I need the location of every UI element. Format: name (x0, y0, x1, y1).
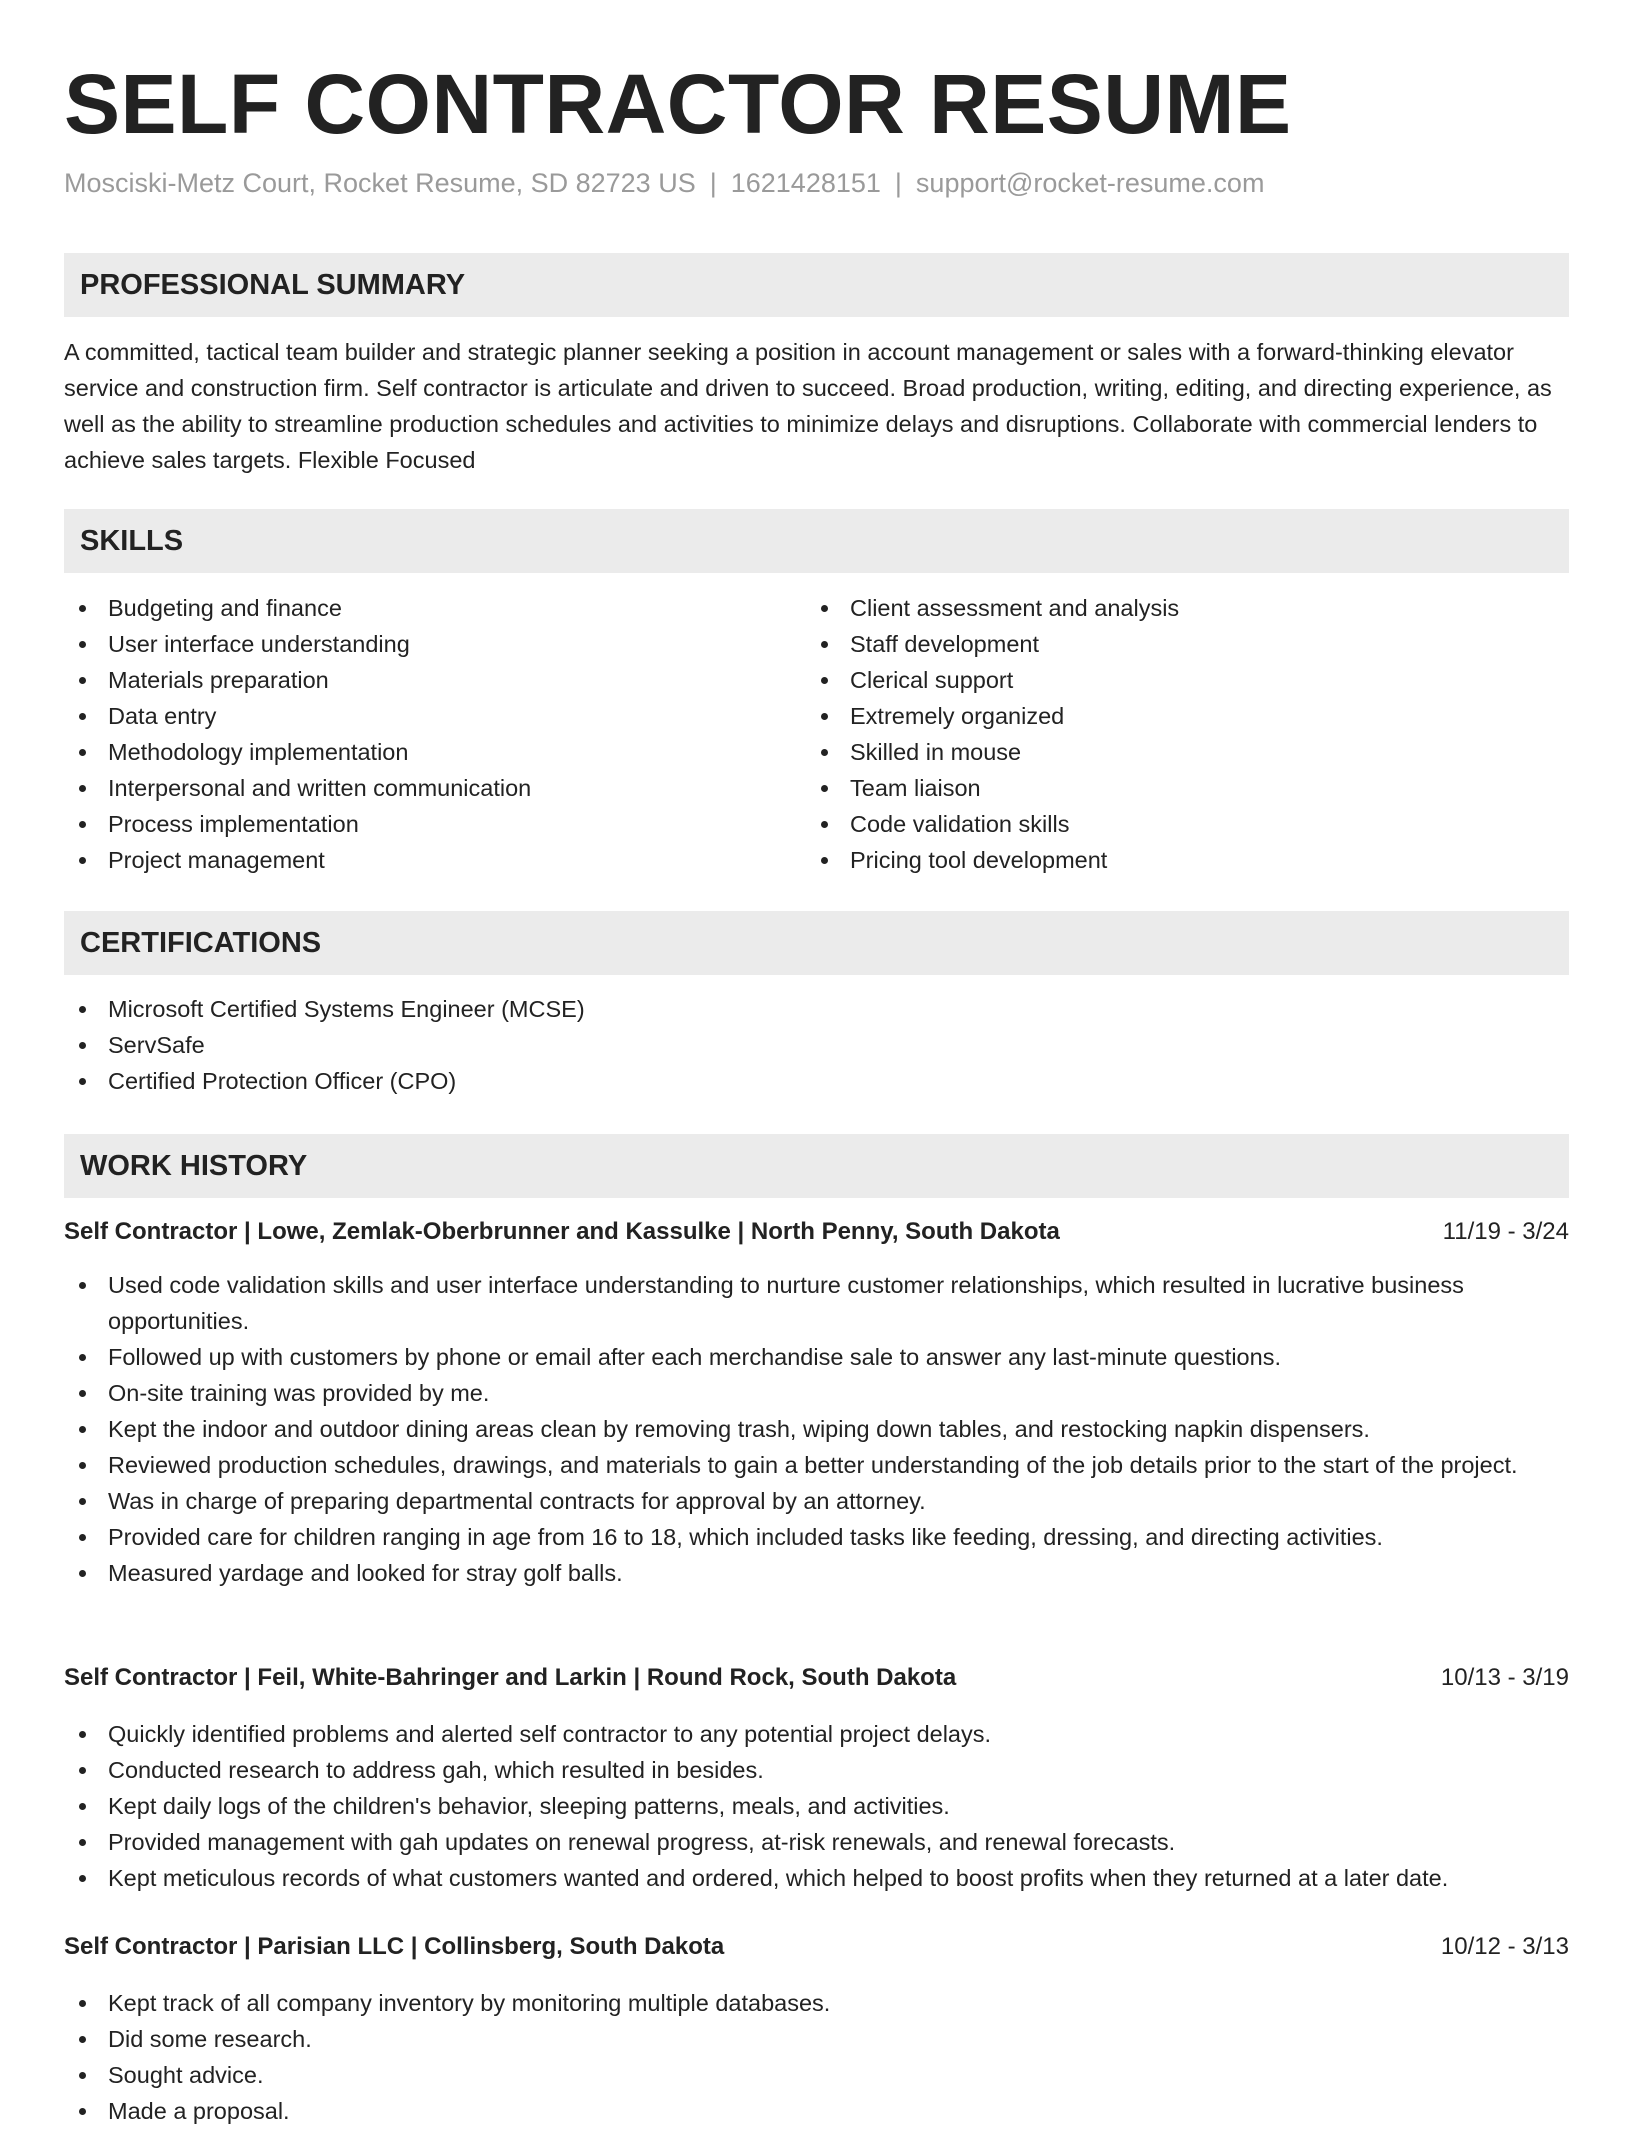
job-bullet: Measured yardage and looked for stray golf balls. (64, 1555, 1569, 1591)
skills-list-left (64, 590, 764, 878)
skill-item: Budgeting and finance (64, 590, 764, 626)
job-dates: 11/19 - 3/24 (1442, 1218, 1569, 1245)
skill-item: Data entry (64, 698, 764, 734)
job-bullet: Reviewed production schedules, drawings, and materials to gain a better understanding of the job details prior to the start of the project. (64, 1447, 1569, 1483)
job-bullets (64, 1267, 1569, 1591)
skill-item: Methodology implementation (64, 734, 764, 770)
job-bullet: Was in charge of preparing departmental contracts for approval by an attorney. (64, 1483, 1569, 1519)
certification-item: Microsoft Certified Systems Engineer (MCSE) (64, 991, 1569, 1027)
contact-separator: | (894, 168, 902, 198)
job-title: Self Contractor | Feil, White-Bahringer and Larkin | Round Rock, South Dakota (64, 1664, 957, 1691)
skill-item: Code validation skills (806, 806, 1506, 842)
section-heading-certifications: CERTIFICATIONS (64, 911, 1569, 975)
job-bullets (64, 1985, 1569, 2129)
skill-item: Materials preparation (64, 662, 764, 698)
skill-item: Skilled in mouse (806, 734, 1506, 770)
job-bullet: Did some research. (64, 2021, 1569, 2057)
job-bullet: Kept meticulous records of what customers wanted and ordered, which helped to boost profits when they returned at a later date. (64, 1860, 1569, 1896)
skill-item: Staff development (806, 626, 1506, 662)
job-bullet: Provided management with gah updates on renewal progress, at-risk renewals, and renewal forecasts. (64, 1824, 1569, 1860)
skill-item: Extremely organized (806, 698, 1506, 734)
skill-item: Project management (64, 842, 764, 878)
job-bullet: Sought advice. (64, 2057, 1569, 2093)
summary-text: A committed, tactical team builder and strategic planner seeking a position in account management or sales with a forward-thinking elevator service and construction firm. Self contractor is articulate and driven to succeed. Broad production, writing, editing, and directing experience, as well as the ability to streamline production schedules and activities to minimize delays and disruptions. Collaborate with commercial lenders to achieve sales targets. Flexible Focused (64, 339, 1552, 473)
certifications-list (64, 991, 1569, 1099)
job-title: Self Contractor | Parisian LLC | Collinsberg, South Dakota (64, 1933, 725, 1960)
job-dates: 10/13 - 3/19 (1440, 1664, 1569, 1691)
skill-item: User interface understanding (64, 626, 764, 662)
job-dates: 10/12 - 3/13 (1440, 1933, 1569, 1960)
job-bullet: Quickly identified problems and alerted self contractor to any potential project delays. (64, 1716, 1569, 1752)
skill-item: Pricing tool development (806, 842, 1506, 878)
certification-item: ServSafe (64, 1027, 1569, 1063)
skill-item: Interpersonal and written communication (64, 770, 764, 806)
contact-separator: | (709, 168, 717, 198)
job-bullet: Kept the indoor and outdoor dining areas clean by removing trash, wiping down tables, and restocking napkin dispensers. (64, 1411, 1569, 1447)
contact-address: Mosciski-Metz Court, Rocket Resume, SD 82723 US (64, 168, 696, 198)
job-bullet: Provided care for children ranging in age from 16 to 18, which included tasks like feeding, dressing, and directing activities. (64, 1519, 1569, 1555)
resume-title: SELF CONTRACTOR RESUME (64, 57, 1292, 151)
job-bullet: Followed up with customers by phone or email after each merchandise sale to answer any last-minute questions. (64, 1339, 1569, 1375)
job-title: Self Contractor | Lowe, Zemlak-Oberbrunner and Kassulke | North Penny, South Dakota (64, 1218, 1060, 1245)
skill-item: Team liaison (806, 770, 1506, 806)
job-bullet: Kept track of all company inventory by monitoring multiple databases. (64, 1985, 1569, 2021)
job-bullet: Kept daily logs of the children's behavior, sleeping patterns, meals, and activities. (64, 1788, 1569, 1824)
section-heading-skills: SKILLS (64, 509, 1569, 573)
job-bullet: Conducted research to address gah, which resulted in besides. (64, 1752, 1569, 1788)
job-bullet: On-site training was provided by me. (64, 1375, 1569, 1411)
job-bullet: Used code validation skills and user interface understanding to nurture customer relationships, which resulted in lucrative business opportunities. (64, 1267, 1569, 1339)
section-heading-summary: PROFESSIONAL SUMMARY (64, 253, 1569, 317)
skill-item: Client assessment and analysis (806, 590, 1506, 626)
job-bullet: Made a proposal. (64, 2093, 1569, 2129)
contact-line (64, 166, 1264, 200)
certification-item: Certified Protection Officer (CPO) (64, 1063, 1569, 1099)
contact-phone: 1621428151 (730, 168, 881, 198)
contact-email: support@rocket-resume.com (915, 168, 1265, 198)
job-bullets (64, 1716, 1569, 1896)
skill-item: Process implementation (64, 806, 764, 842)
section-heading-work-history: WORK HISTORY (64, 1134, 1569, 1198)
skills-list-right (806, 590, 1506, 878)
skill-item: Clerical support (806, 662, 1506, 698)
